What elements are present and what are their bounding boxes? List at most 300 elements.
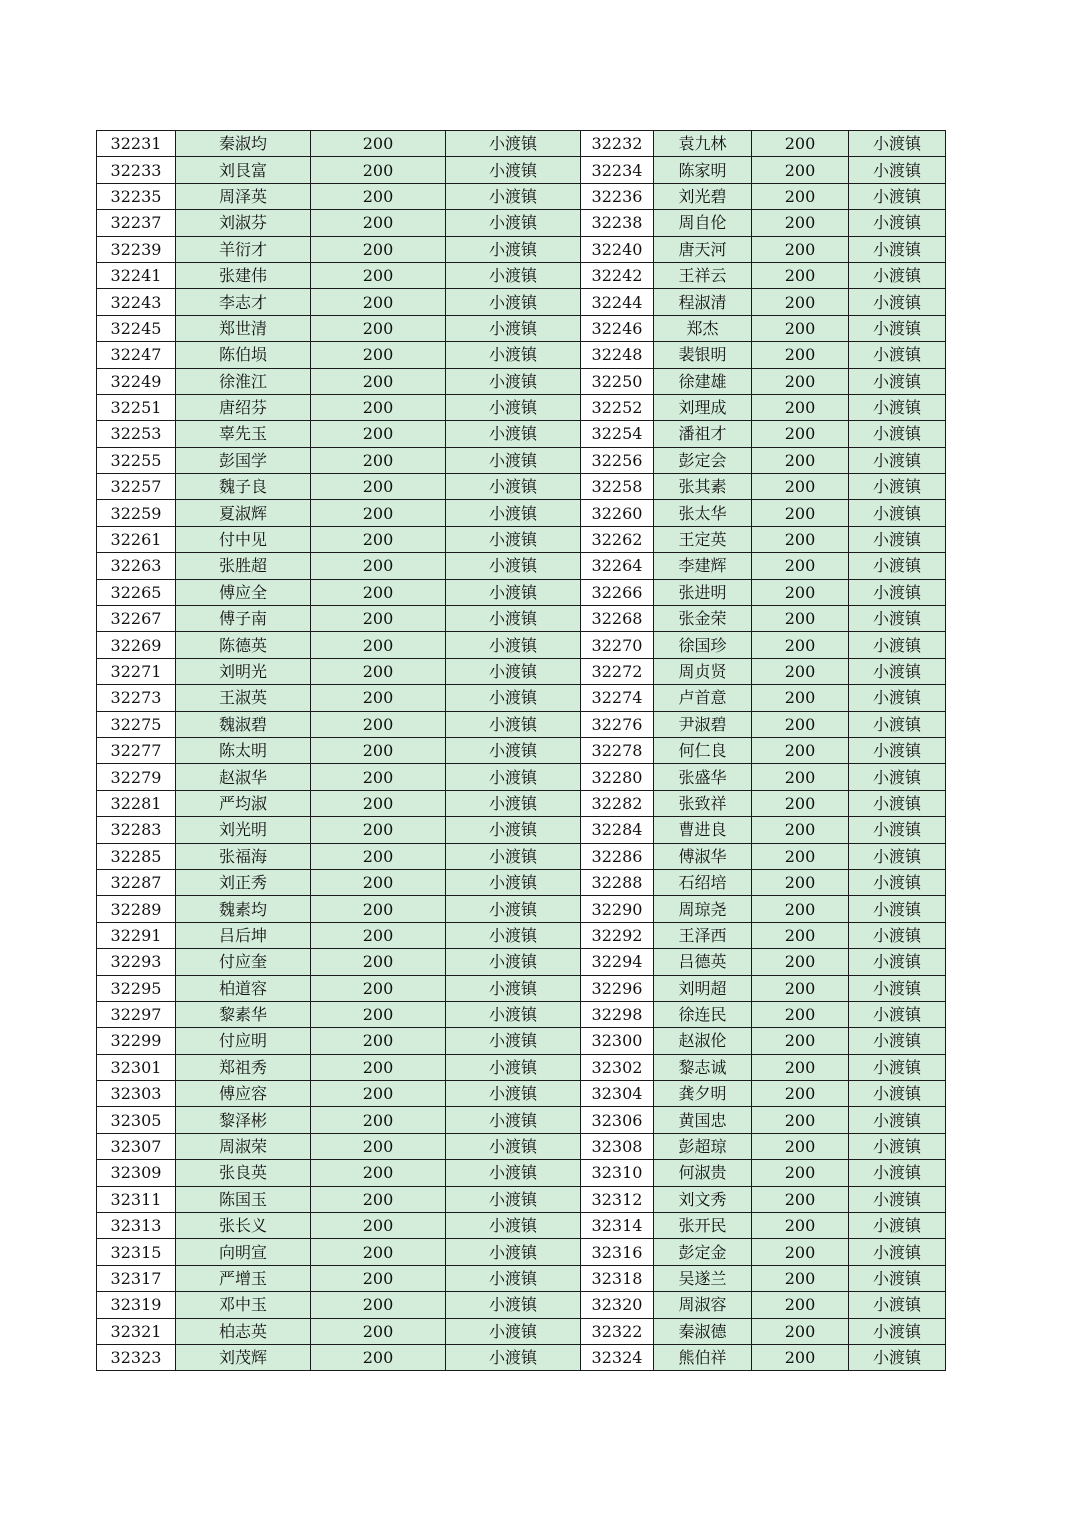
town-cell-right: 小渡镇 [849, 526, 946, 552]
town-cell-right: 小渡镇 [849, 817, 946, 843]
id-cell-left: 32231 [97, 131, 176, 157]
town-cell-left: 小渡镇 [446, 711, 581, 737]
town-cell-right: 小渡镇 [849, 1054, 946, 1080]
amount-cell-left: 200 [311, 1107, 446, 1133]
town-cell-left: 小渡镇 [446, 896, 581, 922]
name-cell-left: 刘光明 [176, 817, 311, 843]
id-cell-left: 32267 [97, 606, 176, 632]
town-cell-left: 小渡镇 [446, 262, 581, 288]
roster-table [96, 130, 946, 1371]
name-cell-right: 吕德英 [654, 949, 752, 975]
name-cell-right: 张太华 [654, 500, 752, 526]
id-cell-right: 32314 [581, 1213, 654, 1239]
table-row [97, 869, 946, 895]
town-cell-right: 小渡镇 [849, 843, 946, 869]
town-cell-left: 小渡镇 [446, 1081, 581, 1107]
name-cell-right: 程淑清 [654, 289, 752, 315]
name-cell-right: 张金荣 [654, 606, 752, 632]
name-cell-right: 彭定金 [654, 1239, 752, 1265]
id-cell-right: 32296 [581, 975, 654, 1001]
id-cell-right: 32316 [581, 1239, 654, 1265]
town-cell-left: 小渡镇 [446, 685, 581, 711]
id-cell-left: 32257 [97, 474, 176, 500]
amount-cell-right: 200 [752, 1239, 849, 1265]
town-cell-left: 小渡镇 [446, 131, 581, 157]
town-cell-right: 小渡镇 [849, 1186, 946, 1212]
town-cell-left: 小渡镇 [446, 1186, 581, 1212]
name-cell-right: 张致祥 [654, 790, 752, 816]
town-cell-left: 小渡镇 [446, 579, 581, 605]
id-cell-left: 32245 [97, 315, 176, 341]
town-cell-left: 小渡镇 [446, 183, 581, 209]
name-cell-left: 黎泽彬 [176, 1107, 311, 1133]
town-cell-left: 小渡镇 [446, 632, 581, 658]
id-cell-left: 32277 [97, 737, 176, 763]
town-cell-right: 小渡镇 [849, 896, 946, 922]
town-cell-right: 小渡镇 [849, 1133, 946, 1159]
name-cell-left: 羊衍才 [176, 236, 311, 262]
town-cell-left: 小渡镇 [446, 1213, 581, 1239]
table-row [97, 1318, 946, 1344]
amount-cell-left: 200 [311, 579, 446, 605]
amount-cell-right: 200 [752, 817, 849, 843]
amount-cell-right: 200 [752, 342, 849, 368]
town-cell-right: 小渡镇 [849, 474, 946, 500]
id-cell-right: 32306 [581, 1107, 654, 1133]
id-cell-right: 32250 [581, 368, 654, 394]
town-cell-right: 小渡镇 [849, 315, 946, 341]
name-cell-right: 周琼尧 [654, 896, 752, 922]
town-cell-right: 小渡镇 [849, 790, 946, 816]
town-cell-right: 小渡镇 [849, 764, 946, 790]
town-cell-left: 小渡镇 [446, 500, 581, 526]
amount-cell-left: 200 [311, 342, 446, 368]
id-cell-right: 32282 [581, 790, 654, 816]
town-cell-right: 小渡镇 [849, 1292, 946, 1318]
town-cell-left: 小渡镇 [446, 869, 581, 895]
table-row [97, 685, 946, 711]
table-row [97, 711, 946, 737]
id-cell-right: 32238 [581, 210, 654, 236]
id-cell-right: 32304 [581, 1081, 654, 1107]
id-cell-left: 32313 [97, 1213, 176, 1239]
id-cell-left: 32285 [97, 843, 176, 869]
name-cell-left: 刘茂辉 [176, 1344, 311, 1370]
id-cell-right: 32242 [581, 262, 654, 288]
id-cell-right: 32268 [581, 606, 654, 632]
name-cell-right: 张进明 [654, 579, 752, 605]
id-cell-left: 32237 [97, 210, 176, 236]
town-cell-left: 小渡镇 [446, 975, 581, 1001]
amount-cell-left: 200 [311, 131, 446, 157]
amount-cell-left: 200 [311, 1081, 446, 1107]
amount-cell-left: 200 [311, 262, 446, 288]
name-cell-right: 袁九林 [654, 131, 752, 157]
amount-cell-right: 200 [752, 949, 849, 975]
town-cell-right: 小渡镇 [849, 1265, 946, 1291]
id-cell-left: 32289 [97, 896, 176, 922]
name-cell-left: 秦淑均 [176, 131, 311, 157]
id-cell-right: 32318 [581, 1265, 654, 1291]
town-cell-left: 小渡镇 [446, 447, 581, 473]
table-row [97, 1001, 946, 1027]
town-cell-right: 小渡镇 [849, 632, 946, 658]
name-cell-right: 潘祖才 [654, 421, 752, 447]
town-cell-left: 小渡镇 [446, 474, 581, 500]
name-cell-left: 张胜超 [176, 553, 311, 579]
id-cell-left: 32283 [97, 817, 176, 843]
id-cell-right: 32262 [581, 526, 654, 552]
name-cell-right: 王定英 [654, 526, 752, 552]
town-cell-right: 小渡镇 [849, 553, 946, 579]
amount-cell-right: 200 [752, 1344, 849, 1370]
name-cell-right: 彭定会 [654, 447, 752, 473]
name-cell-left: 吕后坤 [176, 922, 311, 948]
name-cell-left: 付中见 [176, 526, 311, 552]
id-cell-right: 32308 [581, 1133, 654, 1159]
town-cell-left: 小渡镇 [446, 658, 581, 684]
name-cell-left: 唐绍芬 [176, 394, 311, 420]
id-cell-right: 32312 [581, 1186, 654, 1212]
town-cell-right: 小渡镇 [849, 394, 946, 420]
table-row [97, 1054, 946, 1080]
id-cell-right: 32252 [581, 394, 654, 420]
town-cell-left: 小渡镇 [446, 157, 581, 183]
name-cell-right: 王祥云 [654, 262, 752, 288]
amount-cell-left: 200 [311, 1028, 446, 1054]
amount-cell-left: 200 [311, 500, 446, 526]
name-cell-left: 魏淑碧 [176, 711, 311, 737]
name-cell-left: 柏志英 [176, 1318, 311, 1344]
town-cell-right: 小渡镇 [849, 500, 946, 526]
name-cell-right: 曹进良 [654, 817, 752, 843]
town-cell-left: 小渡镇 [446, 1292, 581, 1318]
table-row [97, 790, 946, 816]
name-cell-left: 李志才 [176, 289, 311, 315]
table-row [97, 632, 946, 658]
id-cell-left: 32315 [97, 1239, 176, 1265]
name-cell-right: 彭超琼 [654, 1133, 752, 1159]
id-cell-right: 32236 [581, 183, 654, 209]
amount-cell-left: 200 [311, 1133, 446, 1159]
town-cell-left: 小渡镇 [446, 817, 581, 843]
town-cell-left: 小渡镇 [446, 764, 581, 790]
name-cell-left: 刘艮富 [176, 157, 311, 183]
table-row [97, 1265, 946, 1291]
name-cell-right: 裴银明 [654, 342, 752, 368]
town-cell-right: 小渡镇 [849, 1239, 946, 1265]
id-cell-right: 32320 [581, 1292, 654, 1318]
id-cell-left: 32321 [97, 1318, 176, 1344]
table-row [97, 236, 946, 262]
id-cell-right: 32260 [581, 500, 654, 526]
town-cell-left: 小渡镇 [446, 790, 581, 816]
table-row [97, 553, 946, 579]
town-cell-right: 小渡镇 [849, 1344, 946, 1370]
amount-cell-right: 200 [752, 500, 849, 526]
table-row [97, 975, 946, 1001]
amount-cell-left: 200 [311, 949, 446, 975]
id-cell-left: 32261 [97, 526, 176, 552]
amount-cell-left: 200 [311, 711, 446, 737]
town-cell-right: 小渡镇 [849, 1028, 946, 1054]
amount-cell-right: 200 [752, 1318, 849, 1344]
amount-cell-right: 200 [752, 764, 849, 790]
amount-cell-right: 200 [752, 606, 849, 632]
name-cell-left: 付应奎 [176, 949, 311, 975]
name-cell-left: 彭国学 [176, 447, 311, 473]
amount-cell-right: 200 [752, 368, 849, 394]
name-cell-left: 陈太明 [176, 737, 311, 763]
name-cell-right: 周贞贤 [654, 658, 752, 684]
amount-cell-right: 200 [752, 1107, 849, 1133]
town-cell-left: 小渡镇 [446, 1054, 581, 1080]
name-cell-right: 王泽西 [654, 922, 752, 948]
id-cell-left: 32291 [97, 922, 176, 948]
town-cell-left: 小渡镇 [446, 1239, 581, 1265]
town-cell-left: 小渡镇 [446, 1318, 581, 1344]
id-cell-left: 32303 [97, 1081, 176, 1107]
table-row [97, 157, 946, 183]
name-cell-right: 石绍培 [654, 869, 752, 895]
table-row [97, 949, 946, 975]
name-cell-left: 王淑英 [176, 685, 311, 711]
amount-cell-left: 200 [311, 368, 446, 394]
name-cell-left: 傅子南 [176, 606, 311, 632]
town-cell-right: 小渡镇 [849, 210, 946, 236]
town-cell-left: 小渡镇 [446, 553, 581, 579]
id-cell-left: 32319 [97, 1292, 176, 1318]
id-cell-left: 32293 [97, 949, 176, 975]
name-cell-right: 张其素 [654, 474, 752, 500]
table-row [97, 131, 946, 157]
name-cell-left: 向明宣 [176, 1239, 311, 1265]
id-cell-right: 32274 [581, 685, 654, 711]
table-row [97, 526, 946, 552]
name-cell-left: 魏素均 [176, 896, 311, 922]
town-cell-right: 小渡镇 [849, 922, 946, 948]
id-cell-left: 32247 [97, 342, 176, 368]
id-cell-right: 32284 [581, 817, 654, 843]
amount-cell-left: 200 [311, 289, 446, 315]
amount-cell-left: 200 [311, 183, 446, 209]
name-cell-right: 何淑贵 [654, 1160, 752, 1186]
amount-cell-left: 200 [311, 1344, 446, 1370]
id-cell-left: 32309 [97, 1160, 176, 1186]
table-body [97, 131, 946, 1371]
id-cell-right: 32302 [581, 1054, 654, 1080]
name-cell-left: 周淑荣 [176, 1133, 311, 1159]
id-cell-left: 32311 [97, 1186, 176, 1212]
amount-cell-right: 200 [752, 711, 849, 737]
amount-cell-left: 200 [311, 236, 446, 262]
amount-cell-left: 200 [311, 1318, 446, 1344]
id-cell-right: 32278 [581, 737, 654, 763]
id-cell-right: 32240 [581, 236, 654, 262]
table-row [97, 500, 946, 526]
amount-cell-right: 200 [752, 869, 849, 895]
town-cell-right: 小渡镇 [849, 975, 946, 1001]
name-cell-right: 傅淑华 [654, 843, 752, 869]
table-row [97, 394, 946, 420]
table-row [97, 262, 946, 288]
id-cell-left: 32287 [97, 869, 176, 895]
id-cell-left: 32273 [97, 685, 176, 711]
id-cell-right: 32300 [581, 1028, 654, 1054]
town-cell-left: 小渡镇 [446, 421, 581, 447]
amount-cell-right: 200 [752, 183, 849, 209]
name-cell-left: 刘淑芬 [176, 210, 311, 236]
name-cell-left: 傅应容 [176, 1081, 311, 1107]
id-cell-right: 32264 [581, 553, 654, 579]
amount-cell-right: 200 [752, 1133, 849, 1159]
name-cell-right: 刘文秀 [654, 1186, 752, 1212]
name-cell-right: 张盛华 [654, 764, 752, 790]
town-cell-left: 小渡镇 [446, 1001, 581, 1027]
name-cell-right: 黄国忠 [654, 1107, 752, 1133]
amount-cell-right: 200 [752, 975, 849, 1001]
id-cell-left: 32251 [97, 394, 176, 420]
town-cell-left: 小渡镇 [446, 315, 581, 341]
amount-cell-left: 200 [311, 1186, 446, 1212]
id-cell-right: 32232 [581, 131, 654, 157]
town-cell-right: 小渡镇 [849, 236, 946, 262]
amount-cell-left: 200 [311, 817, 446, 843]
town-cell-right: 小渡镇 [849, 737, 946, 763]
amount-cell-left: 200 [311, 1292, 446, 1318]
id-cell-left: 32297 [97, 1001, 176, 1027]
town-cell-right: 小渡镇 [849, 1318, 946, 1344]
name-cell-right: 陈家明 [654, 157, 752, 183]
name-cell-right: 刘明超 [654, 975, 752, 1001]
name-cell-right: 刘理成 [654, 394, 752, 420]
amount-cell-left: 200 [311, 764, 446, 790]
town-cell-right: 小渡镇 [849, 1160, 946, 1186]
id-cell-left: 32317 [97, 1265, 176, 1291]
name-cell-left: 魏子良 [176, 474, 311, 500]
table-row [97, 1028, 946, 1054]
table-row [97, 342, 946, 368]
amount-cell-right: 200 [752, 1213, 849, 1239]
id-cell-right: 32288 [581, 869, 654, 895]
amount-cell-right: 200 [752, 157, 849, 183]
id-cell-right: 32292 [581, 922, 654, 948]
town-cell-right: 小渡镇 [849, 711, 946, 737]
table-row [97, 764, 946, 790]
name-cell-left: 陈国玉 [176, 1186, 311, 1212]
amount-cell-left: 200 [311, 1265, 446, 1291]
town-cell-right: 小渡镇 [849, 342, 946, 368]
amount-cell-left: 200 [311, 975, 446, 1001]
town-cell-right: 小渡镇 [849, 289, 946, 315]
table-row [97, 1081, 946, 1107]
amount-cell-right: 200 [752, 1054, 849, 1080]
town-cell-right: 小渡镇 [849, 447, 946, 473]
table-row [97, 817, 946, 843]
amount-cell-right: 200 [752, 579, 849, 605]
amount-cell-right: 200 [752, 685, 849, 711]
id-cell-left: 32275 [97, 711, 176, 737]
amount-cell-left: 200 [311, 1213, 446, 1239]
table-row [97, 1213, 946, 1239]
town-cell-left: 小渡镇 [446, 368, 581, 394]
name-cell-left: 郑世清 [176, 315, 311, 341]
id-cell-left: 32253 [97, 421, 176, 447]
name-cell-left: 辜先玉 [176, 421, 311, 447]
table-row [97, 289, 946, 315]
id-cell-left: 32307 [97, 1133, 176, 1159]
id-cell-left: 32271 [97, 658, 176, 684]
town-cell-right: 小渡镇 [849, 183, 946, 209]
amount-cell-left: 200 [311, 1054, 446, 1080]
amount-cell-right: 200 [752, 1001, 849, 1027]
name-cell-left: 黎素华 [176, 1001, 311, 1027]
town-cell-left: 小渡镇 [446, 1265, 581, 1291]
table-row [97, 843, 946, 869]
town-cell-left: 小渡镇 [446, 236, 581, 262]
town-cell-left: 小渡镇 [446, 1344, 581, 1370]
town-cell-left: 小渡镇 [446, 526, 581, 552]
town-cell-left: 小渡镇 [446, 1107, 581, 1133]
amount-cell-right: 200 [752, 262, 849, 288]
amount-cell-right: 200 [752, 526, 849, 552]
town-cell-left: 小渡镇 [446, 1028, 581, 1054]
amount-cell-left: 200 [311, 869, 446, 895]
id-cell-left: 32241 [97, 262, 176, 288]
name-cell-right: 黎志诚 [654, 1054, 752, 1080]
amount-cell-right: 200 [752, 1292, 849, 1318]
id-cell-left: 32235 [97, 183, 176, 209]
name-cell-right: 周自伦 [654, 210, 752, 236]
amount-cell-right: 200 [752, 474, 849, 500]
amount-cell-left: 200 [311, 394, 446, 420]
name-cell-left: 傅应全 [176, 579, 311, 605]
id-cell-right: 32234 [581, 157, 654, 183]
name-cell-left: 柏道容 [176, 975, 311, 1001]
amount-cell-left: 200 [311, 210, 446, 236]
amount-cell-left: 200 [311, 421, 446, 447]
table-row [97, 579, 946, 605]
id-cell-right: 32324 [581, 1344, 654, 1370]
id-cell-left: 32295 [97, 975, 176, 1001]
table-row [97, 1239, 946, 1265]
table-row [97, 474, 946, 500]
town-cell-right: 小渡镇 [849, 606, 946, 632]
town-cell-left: 小渡镇 [446, 949, 581, 975]
table-row [97, 1292, 946, 1318]
name-cell-left: 严均淑 [176, 790, 311, 816]
name-cell-right: 何仁良 [654, 737, 752, 763]
town-cell-left: 小渡镇 [446, 1160, 581, 1186]
amount-cell-left: 200 [311, 1160, 446, 1186]
name-cell-left: 夏淑辉 [176, 500, 311, 526]
name-cell-right: 秦淑德 [654, 1318, 752, 1344]
id-cell-right: 32270 [581, 632, 654, 658]
amount-cell-left: 200 [311, 447, 446, 473]
name-cell-left: 郑祖秀 [176, 1054, 311, 1080]
amount-cell-right: 200 [752, 896, 849, 922]
table-row [97, 658, 946, 684]
table-row [97, 606, 946, 632]
name-cell-left: 张长义 [176, 1213, 311, 1239]
town-cell-left: 小渡镇 [446, 843, 581, 869]
amount-cell-right: 200 [752, 1081, 849, 1107]
amount-cell-left: 200 [311, 157, 446, 183]
name-cell-left: 赵淑华 [176, 764, 311, 790]
amount-cell-right: 200 [752, 632, 849, 658]
amount-cell-left: 200 [311, 1001, 446, 1027]
amount-cell-left: 200 [311, 896, 446, 922]
